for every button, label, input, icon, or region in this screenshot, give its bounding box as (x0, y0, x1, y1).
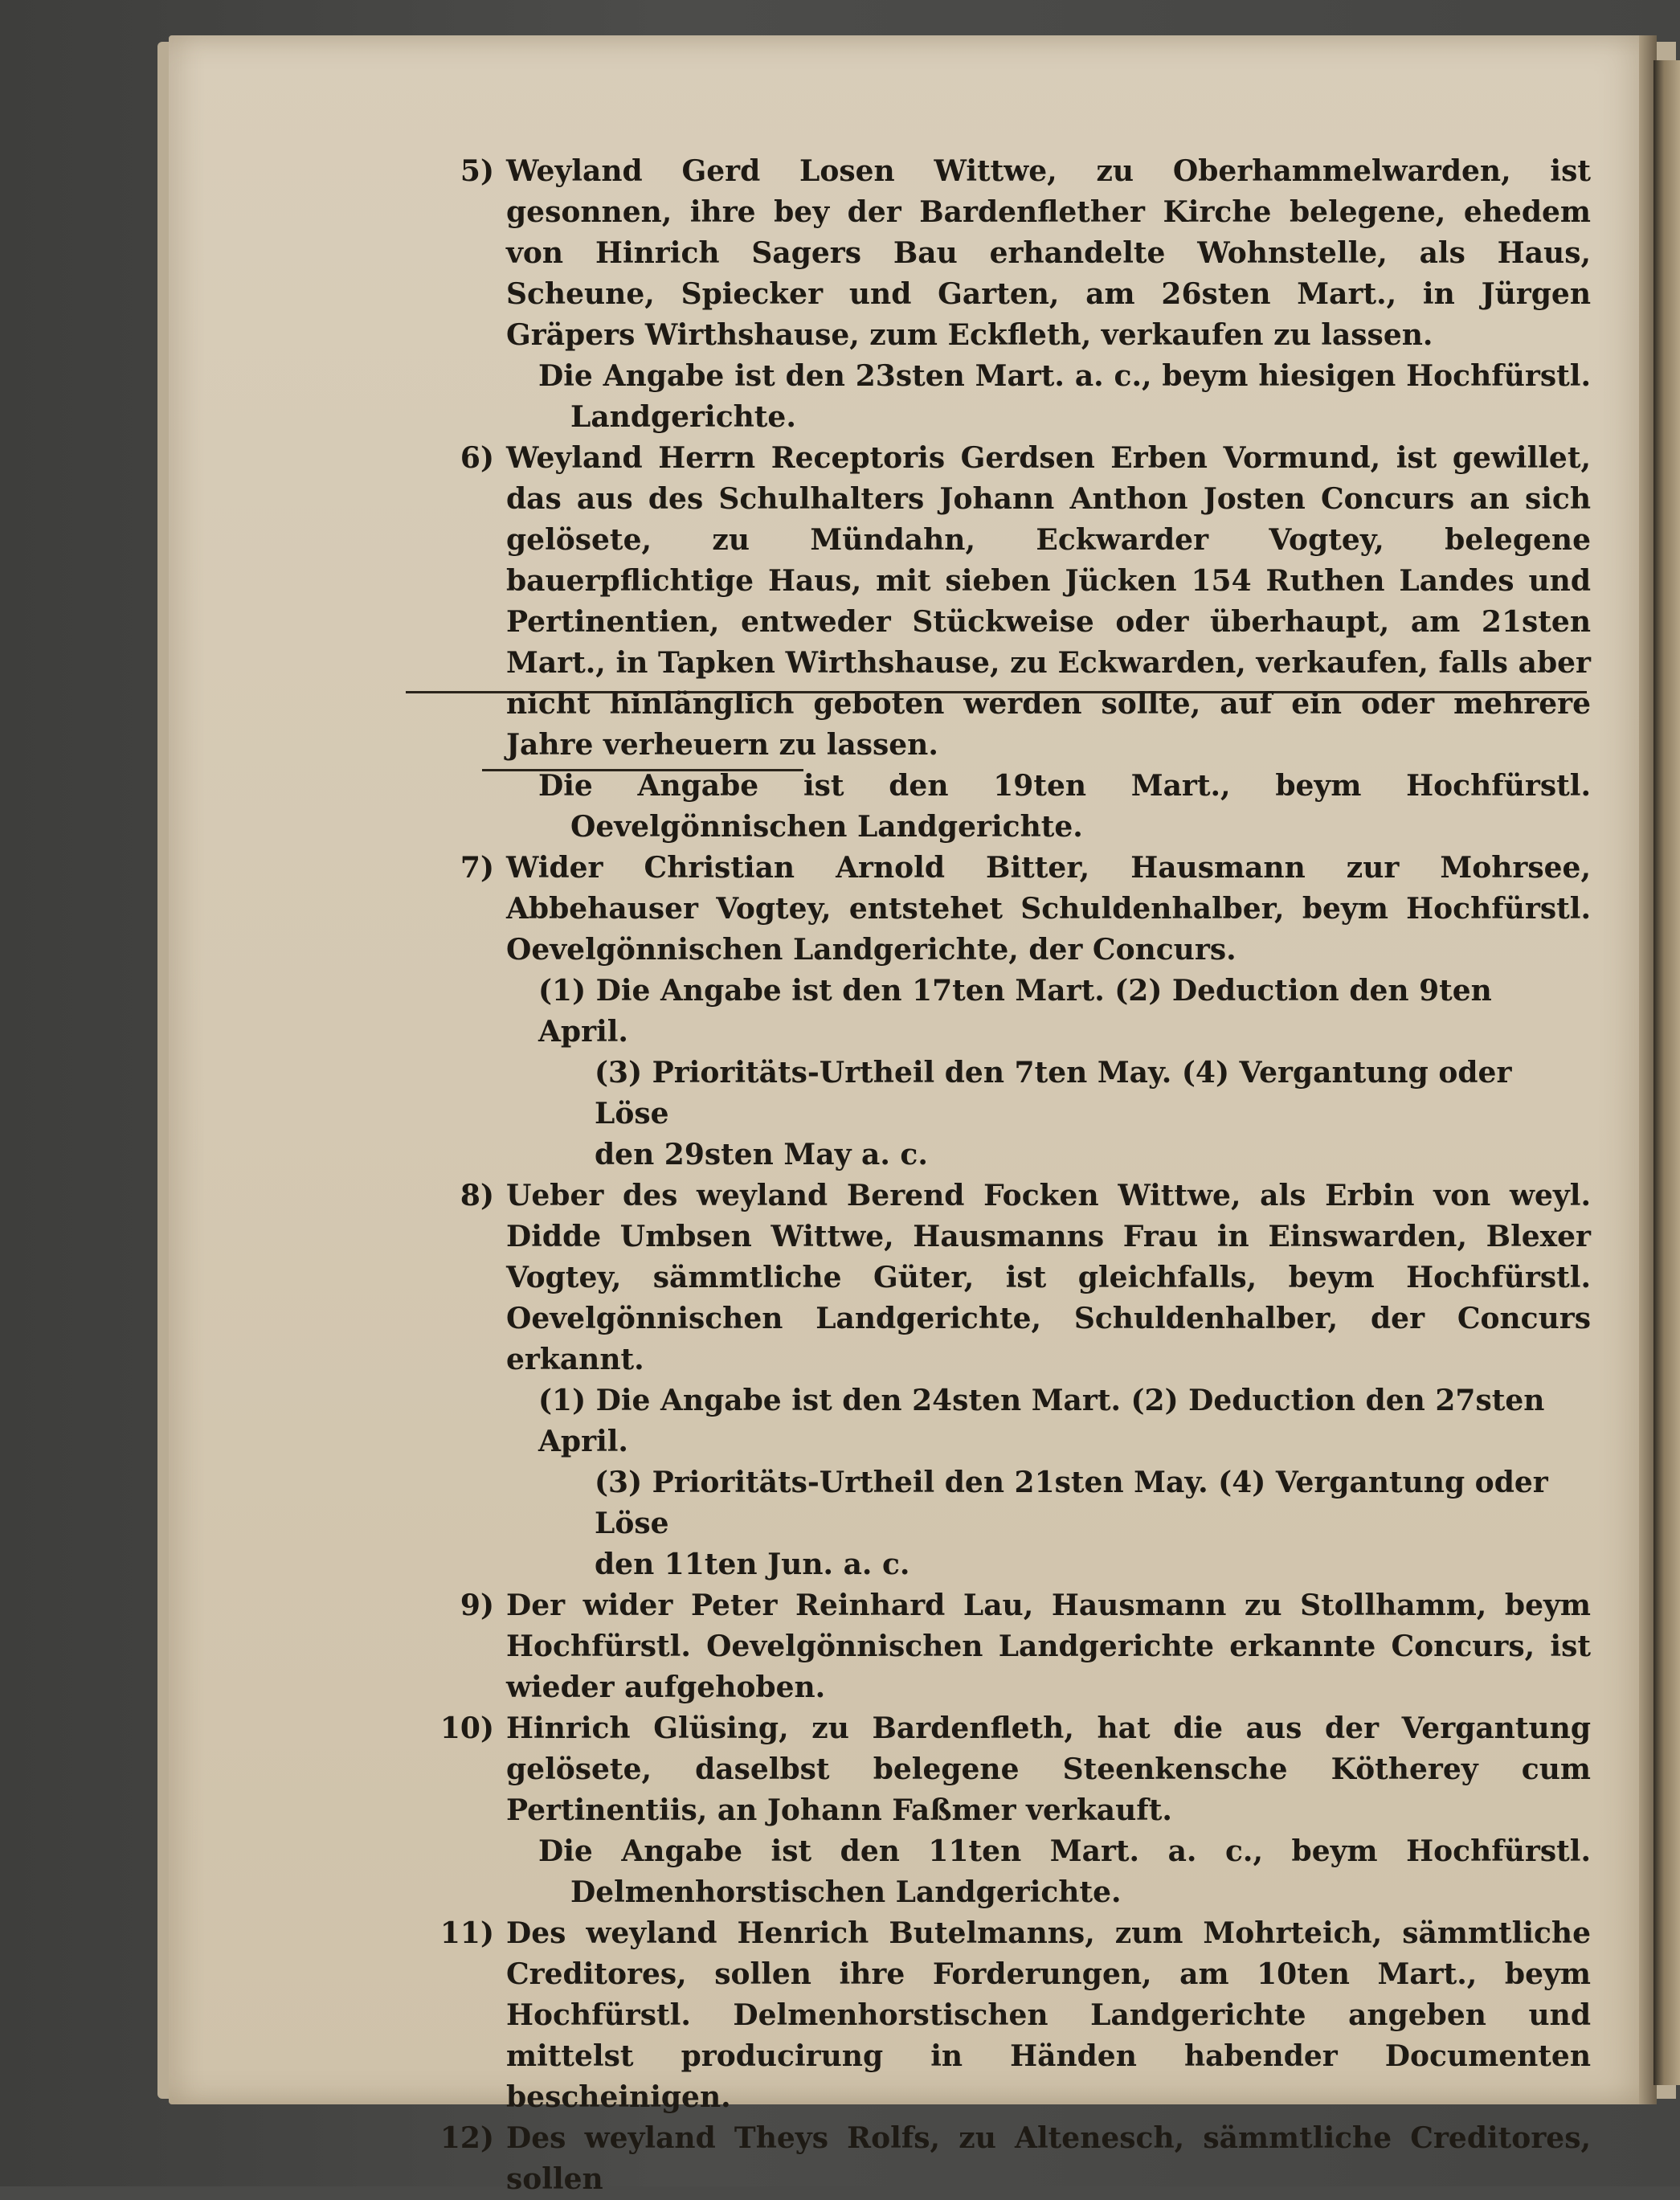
entry-text: Hinrich Glüsing, zu Bardenfleth, hat die aus der Vergantung gelösete, daselbst belegene Steenkensche Kötherey cum Pertinentiis, an Johann Faßmer verkauft. (506, 1711, 1591, 1827)
entry-number: 8) (460, 1179, 494, 1212)
entry-text: Des weyland Henrich Butelmanns, zum Mohrteich, sämmtliche Creditores, sollen ihre Forderungen, am 10ten Mart., beym Hochfürstl. Delmenhorstischen Landgerichte angeben und mittelst producirung in Händen habender Documenten bescheinigen. (506, 1916, 1591, 2114)
entry-10 (406, 1708, 1591, 1913)
next-page-edge (1653, 60, 1680, 2085)
entry-schedule (506, 1380, 1591, 1585)
note-text: Die Angabe ist den 23sten Mart. a. c., beym hiesigen Hochfürstl. Landgerichte. (538, 359, 1591, 434)
entry-5 (406, 151, 1591, 438)
entry-11 (406, 1913, 1591, 2118)
schedule-line: (1) Die Angabe ist den 24sten Mart. (2) Deduction den 27sten April. (538, 1384, 1545, 1458)
entry-9 (406, 1585, 1591, 1708)
entry-note (506, 1831, 1591, 1913)
entry-text: Ueber des weyland Berend Focken Wittwe, als Erbin von weyl. Didde Umbsen Wittwe, Hausmanns Frau in Einswarden, Blexer Vogtey, sämmtliche Güter, ist gleichfalls, beym Hochfürstl. Oevelgönnischen Landgerichte, Schuldenhalber, der Concurs erkannt. (506, 1179, 1591, 1376)
entry-number: 6) (460, 441, 494, 475)
entry-number: 11) (439, 1916, 494, 1950)
entry-number: 9) (460, 1589, 494, 1622)
note-text: Die Angabe ist den 11ten Mart. a. c., beym Hochfürstl. Delmenhorstischen Landgerichte. (538, 1834, 1591, 1909)
entry-12 (406, 2118, 1591, 2200)
entry-8 (406, 1176, 1591, 1585)
entry-text: Wider Christian Arnold Bitter, Hausmann zur Mohrsee, Abbehauser Vogtey, entstehet Schuldenhalber, beym Hochfürstl. Oevelgönnischen Landgerichte, der Concurs. (506, 851, 1591, 967)
entry-text: Weyland Gerd Losen Wittwe, zu Oberhammelwarden, ist gesonnen, ihre bey der Bardenflether Kirche belegene, ehedem von Hinrich Sagers Bau erhandelte Wohnstelle, als Haus, Scheune, Spiecker und Garten, am 26sten Mart., in Jürgen Gräpers Wirthshause, zum Eckfleth, verkaufen zu lassen. (506, 154, 1591, 352)
entry-text: Weyland Herrn Receptoris Gerdsen Erben Vormund, ist gewillet, das aus des Schulhalters Johann Anthon Josten Concurs an sich gelösete, zu Mündahn, Eckwarder Vogtey, belegene bauerpflichtige Haus, mit sieben Jücken 154 Ruthen Landes und Pertinentien, entweder Stückweise oder überhaupt, am 21sten Mart., in Tapken Wirthshause, zu Eckwarden, verkaufen, falls aber nicht hinlänglich geboten werden sollte, auf ein oder mehrere Jahre verheuern zu lassen. (506, 441, 1591, 762)
entry-schedule (506, 971, 1591, 1176)
entry-number: 5) (460, 154, 494, 188)
entry-note (506, 766, 1591, 848)
entry-note (506, 356, 1591, 438)
entry-text: Des weyland Theys Rolfs, zu Altenesch, sämmtliche Creditores, sollen (506, 2121, 1591, 2196)
entry-number: 12) (439, 2121, 494, 2155)
schedule-line: (3) Prioritäts-Urtheil den 21sten May. (4) Vergantung oder Löse (595, 1466, 1548, 1540)
schedule-line: (1) Die Angabe ist den 17ten Mart. (2) Deduction den 9ten April. (538, 974, 1492, 1049)
entry-7 (406, 848, 1591, 1176)
schedule-line: den 11ten Jun. a. c. (595, 1548, 910, 1581)
schedule-line: (3) Prioritäts-Urtheil den 7ten May. (4) Vergantung oder Löse (595, 1056, 1512, 1131)
entry-number: 7) (460, 851, 494, 885)
entry-number: 10) (439, 1711, 494, 1745)
page-content (406, 151, 1591, 2200)
note-text: Die Angabe ist den 19ten Mart., beym Hochfürstl. Oevelgönnischen Landgerichte. (538, 769, 1591, 844)
schedule-line: den 29sten May a. c. (595, 1138, 928, 1172)
entry-6 (406, 438, 1591, 848)
entry-text: Der wider Peter Reinhard Lau, Hausmann zu Stollhamm, beym Hochfürstl. Oevelgönnischen Landgerichte erkannte Concurs, ist wieder aufgehoben. (506, 1589, 1591, 1704)
